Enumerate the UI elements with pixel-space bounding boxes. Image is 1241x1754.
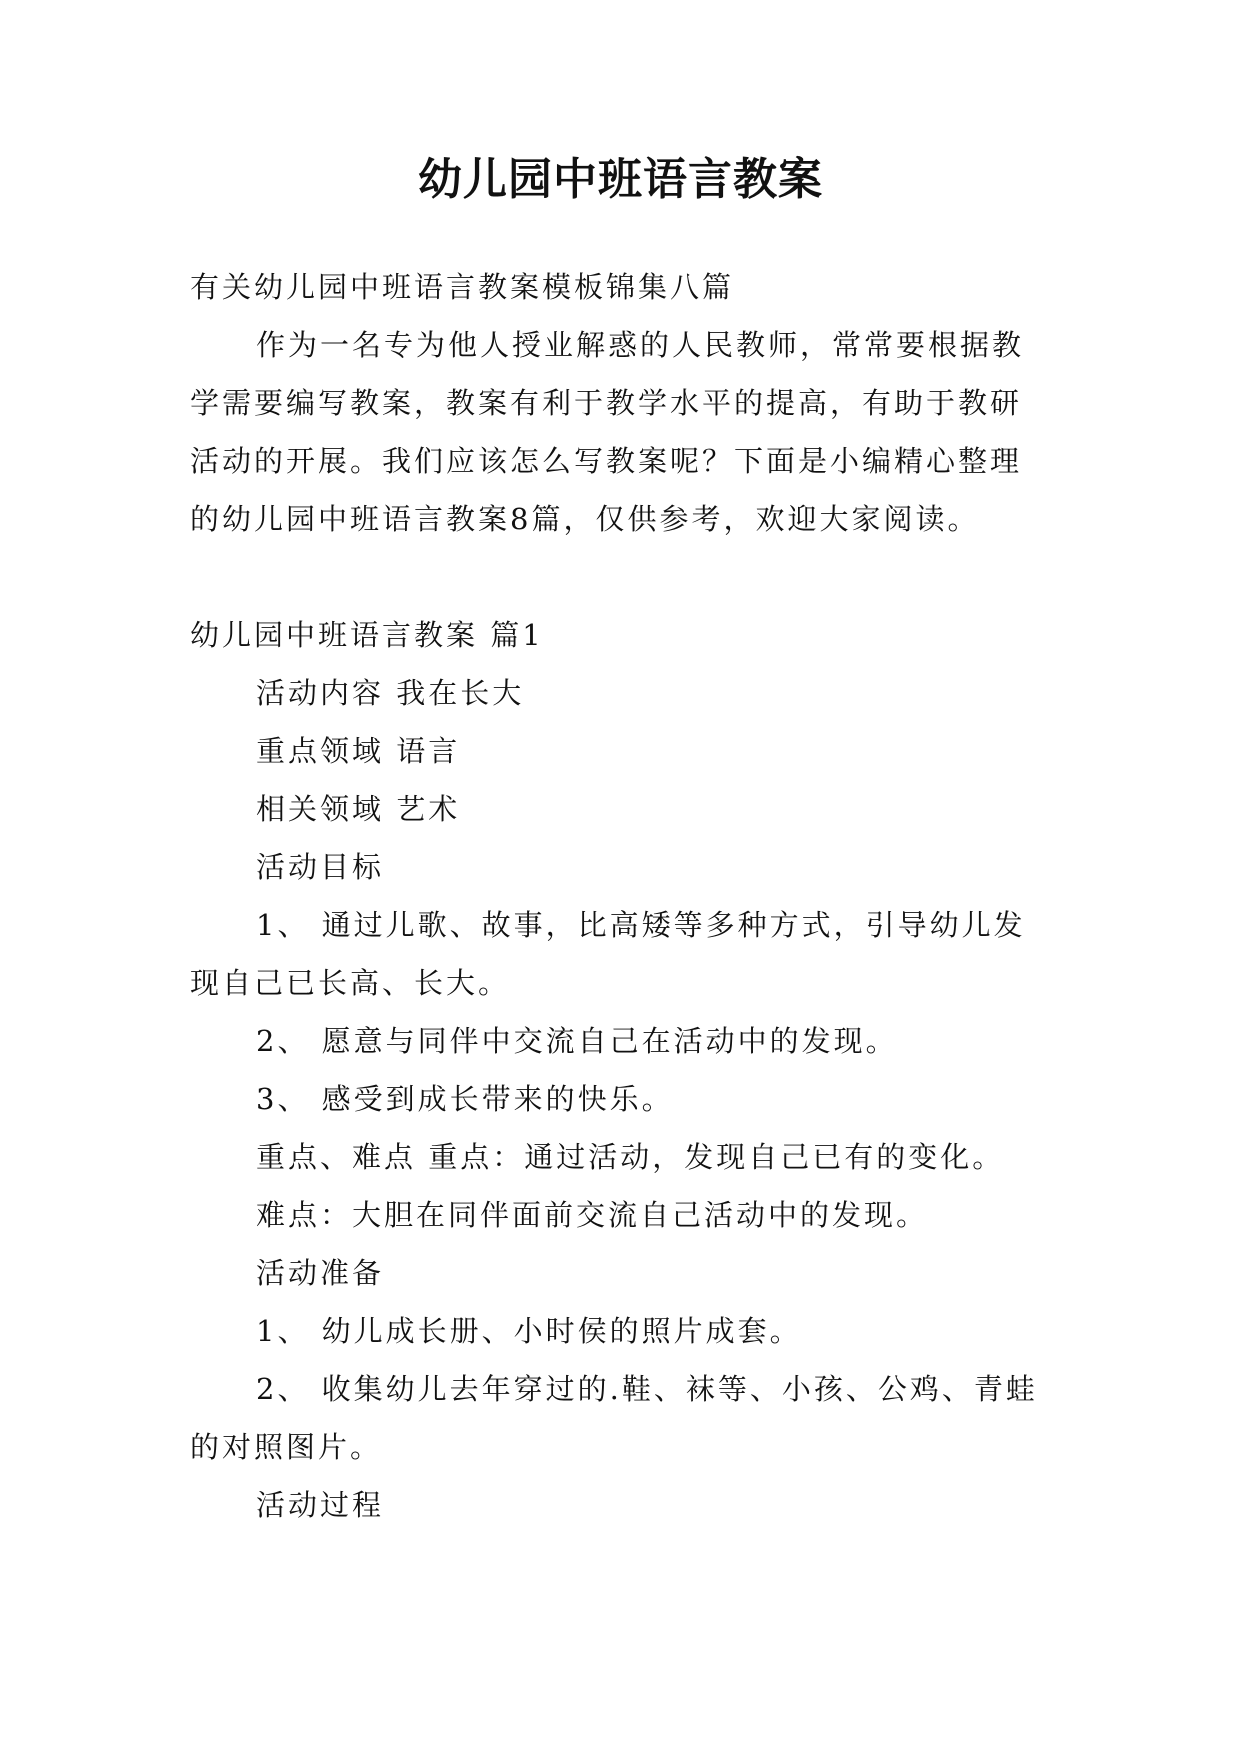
key-difficult-points: 重点、难点 重点：通过活动，发现自己已有的变化。 bbox=[256, 1140, 1005, 1174]
preparation-item-2: 2、 收集幼儿去年穿过的.鞋、袜等、小孩、公鸡、青蛙的对照图片。 bbox=[190, 1372, 1038, 1464]
goal-item-3: 3、 感受到成长带来的快乐。 bbox=[256, 1082, 674, 1116]
key-domain: 重点领域 语言 bbox=[256, 734, 461, 768]
goal-item-2: 2、 愿意与同伴中交流自己在活动中的发现。 bbox=[256, 1024, 898, 1058]
document-subtitle: 有关幼儿园中班语言教案模板锦集八篇 bbox=[190, 270, 735, 304]
paragraph-gap bbox=[190, 548, 1050, 606]
preparation-item-1: 1、 幼儿成长册、小时侯的照片成套。 bbox=[256, 1314, 802, 1348]
section-heading: 幼儿园中班语言教案 篇1 bbox=[190, 618, 544, 652]
difficult-point: 难点：大胆在同伴面前交流自己活动中的发现。 bbox=[256, 1198, 929, 1232]
intro-paragraph: 作为一名专为他人授业解惑的人民教师，常常要根据教学需要编写教案，教案有利于教学水平的提高，有助于教研活动的开展。我们应该怎么写教案呢？下面是小编精心整理的幼儿园中班语言教案8篇，仅供参考，欢迎大家阅读。 bbox=[190, 328, 1025, 536]
goal-item-1: 1、 通过儿歌、故事，比高矮等多种方式，引导幼儿发现自己已长高、长大。 bbox=[190, 908, 1026, 1000]
activity-content: 活动内容 我在长大 bbox=[256, 676, 525, 710]
activity-goals-heading: 活动目标 bbox=[256, 850, 385, 884]
document-title: 幼儿园中班语言教案 bbox=[418, 154, 823, 205]
document-body bbox=[190, 258, 1050, 1534]
activity-preparation-heading: 活动准备 bbox=[256, 1256, 385, 1290]
activity-process-heading: 活动过程 bbox=[256, 1488, 385, 1522]
related-domain: 相关领域 艺术 bbox=[256, 792, 461, 826]
